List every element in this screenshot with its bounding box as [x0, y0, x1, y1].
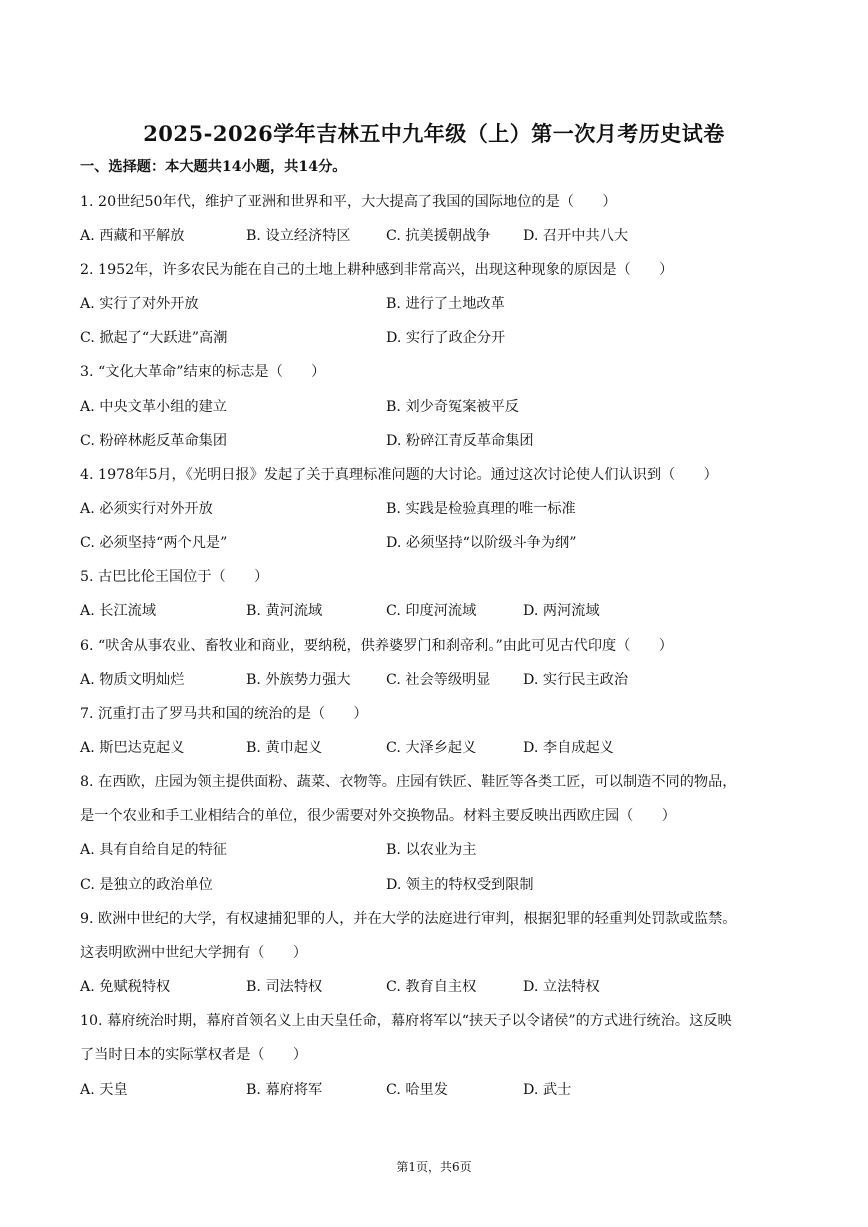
question-10-stem-line-1: 10. 幕府统治时期，幕府首领名义上由天皇任命，幕府将军以“挟天子以令诸侯”的方式进行统治。这反映	[80, 1013, 732, 1029]
question-3-option-d: D. 粉碎江青反革命集团	[386, 433, 534, 449]
question-6-option-d: D. 实行民主政治	[523, 672, 629, 688]
question-9-stem-line-2: 这表明欧洲中世纪大学拥有（ ）	[80, 945, 308, 961]
question-5-stem: 5. 古巴比伦王国位于（ ）	[80, 569, 269, 585]
question-10-option-a: A. 天皇	[80, 1082, 128, 1098]
question-3-option-c: C. 粉碎林彪反革命集团	[80, 433, 228, 449]
question-8-stem-line-1: 8. 在西欧，庄园为领主提供面粉、蔬菜、衣物等。庄园有铁匠、鞋匠等各类工匠，可以制造不同的物品，	[80, 774, 737, 790]
question-7-option-c: C. 大泽乡起义	[386, 740, 477, 756]
question-8-stem-line-2: 是一个农业和手工业相结合的单位，很少需要对外交换物品。材料主要反映出西欧庄园（ ）	[80, 808, 676, 824]
question-4-option-c: C. 必须坚持“两个凡是”	[80, 535, 228, 551]
section-heading: 一、选择题：本大题共14小题，共14分。	[80, 159, 347, 175]
question-6-option-a: A. 物质文明灿烂	[80, 672, 185, 688]
question-10-option-c: C. 哈里发	[386, 1082, 448, 1098]
question-9-option-b: B. 司法特权	[246, 979, 323, 995]
question-4-option-b: B. 实践是检验真理的唯一标准	[386, 501, 576, 517]
question-9-option-d: D. 立法特权	[523, 979, 600, 995]
question-2-option-b: B. 进行了土地改革	[386, 296, 505, 312]
question-5-option-a: A. 长江流域	[80, 603, 157, 619]
question-9-option-c: C. 教育自主权	[386, 979, 477, 995]
question-7-option-d: D. 李自成起义	[523, 740, 614, 756]
question-3-option-a: A. 中央文革小组的建立	[80, 399, 227, 415]
question-1-option-a: A. 西藏和平解放	[80, 228, 185, 244]
question-2-stem: 2. 1952年，许多农民为能在自己的土地上耕种感到非常高兴，出现这种现象的原因是（ ）	[80, 262, 674, 278]
question-2-option-a: A. 实行了对外开放	[80, 296, 199, 312]
question-8-option-d: D. 领主的特权受到限制	[386, 877, 534, 893]
question-10-option-b: B. 幕府将军	[246, 1082, 323, 1098]
question-1-stem: 1. 20世纪50年代，维护了亚洲和世界和平，大大提高了我国的国际地位的是（ ）	[80, 194, 617, 210]
question-4-option-a: A. 必须实行对外开放	[80, 501, 213, 517]
question-5-option-d: D. 两河流域	[523, 603, 600, 619]
question-1-option-c: C. 抗美援朝战争	[386, 228, 491, 244]
question-9-stem-line-1: 9. 欧洲中世纪的大学，有权逮捕犯罪的人，并在大学的法庭进行审判，根据犯罪的轻重判处罚款或监禁。	[80, 911, 737, 927]
question-4-option-d: D. 必须坚持“以阶级斗争为纲”	[386, 535, 577, 551]
question-10-option-d: D. 武士	[523, 1082, 572, 1098]
question-1-option-d: D. 召开中共八大	[523, 228, 629, 244]
question-6-stem: 6. “吠舍从事农业、畜牧业和商业，要纳税，供养婆罗门和刹帝利。”由此可见古代印度（ ）	[80, 638, 673, 654]
exam-title: 2025-2026学年吉林五中九年级（上）第一次月考历史试卷	[143, 121, 725, 146]
question-6-option-c: C. 社会等级明显	[386, 672, 491, 688]
question-3-option-b: B. 刘少奇冤案被平反	[386, 399, 519, 415]
question-8-option-b: B. 以农业为主	[386, 842, 477, 858]
question-2-option-c: C. 掀起了“大跃进”高潮	[80, 330, 228, 346]
question-2-option-d: D. 实行了政企分开	[386, 330, 506, 346]
question-4-stem: 4. 1978年5月，《光明日报》发起了关于真理标准问题的大讨论。通过这次讨论使人们认识到（ ）	[80, 467, 718, 483]
question-8-option-c: C. 是独立的政治单位	[80, 877, 213, 893]
question-5-option-b: B. 黄河流域	[246, 603, 323, 619]
question-7-option-b: B. 黄巾起义	[246, 740, 323, 756]
page-number: 第1页，共6页	[396, 1160, 472, 1174]
question-5-option-c: C. 印度河流域	[386, 603, 477, 619]
question-8-option-a: A. 具有自给自足的特征	[80, 842, 227, 858]
question-6-option-b: B. 外族势力强大	[246, 672, 351, 688]
question-10-stem-line-2: 了当时日本的实际掌权者是（ ）	[80, 1047, 308, 1063]
question-1-option-b: B. 设立经济特区	[246, 228, 351, 244]
question-7-option-a: A. 斯巴达克起义	[80, 740, 185, 756]
question-9-option-a: A. 免赋税特权	[80, 979, 171, 995]
question-3-stem: 3. “文化大革命”结束的标志是（ ）	[80, 364, 326, 380]
question-7-stem: 7. 沉重打击了罗马共和国的统治的是（ ）	[80, 706, 368, 722]
